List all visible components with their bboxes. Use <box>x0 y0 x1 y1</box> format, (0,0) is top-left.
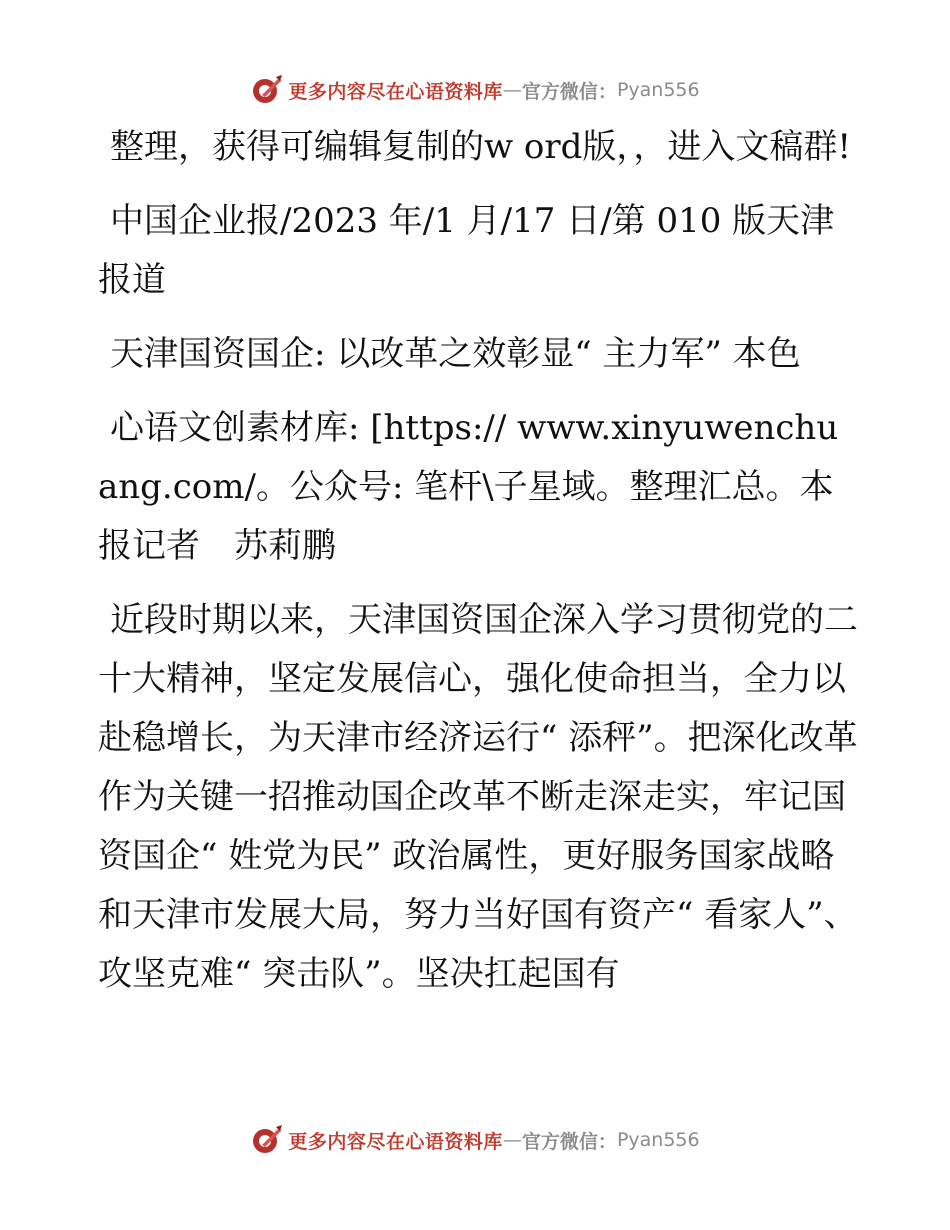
banner-wechat-id: Pyan556 <box>616 1129 700 1151</box>
banner-site-text: 更多内容尽在心语资料库 <box>288 1130 503 1153</box>
paragraph-title: 天津国资国企: 以改革之效彰显“ 主力军” 本色 <box>110 334 801 374</box>
banner-wechat-label: 官方微信： <box>521 80 617 103</box>
paragraph-intro: 整理，获得可编辑复制的w ord版，，进入文稿群! <box>110 127 852 167</box>
banner-dash: — <box>502 1129 522 1151</box>
banner-wechat-label: 官方微信： <box>521 1130 617 1153</box>
document-body <box>98 118 858 1019</box>
banner-dash: — <box>502 79 522 101</box>
paragraph-attribution: 心语文创素材库: [https:// www.xinyuwenchuang.com/。公众号: 笔杆\子星域。整理汇总。本报记者 苏莉鹏 <box>98 408 839 566</box>
footer-banner <box>0 1120 950 1160</box>
paragraph-body: 近段时期以来，天津国资国企深入学习贯彻党的二十大精神，坚定发展信心，强化使命担当，全力以赴稳增长，为天津市经济运行“ 添秤”。把深化改革作为关键一招推动国企改革不断走深走实，牢记国资国企“ 姓党为民” 政治属性，更好服务国家战略和天津市发展大局，努力当好国有资产“ 看家人”、攻坚克难“ 突击队”。坚决扛起国有 <box>98 600 858 994</box>
paragraph-source: 中国企业报/2023 年/1 月/17 日/第 010 版天津报道 <box>98 201 835 300</box>
quill-logo-icon <box>250 1123 284 1157</box>
quill-logo-icon <box>250 73 284 107</box>
header-banner <box>0 70 950 110</box>
banner-site-text: 更多内容尽在心语资料库 <box>288 80 503 103</box>
banner-wechat-id: Pyan556 <box>616 79 700 101</box>
